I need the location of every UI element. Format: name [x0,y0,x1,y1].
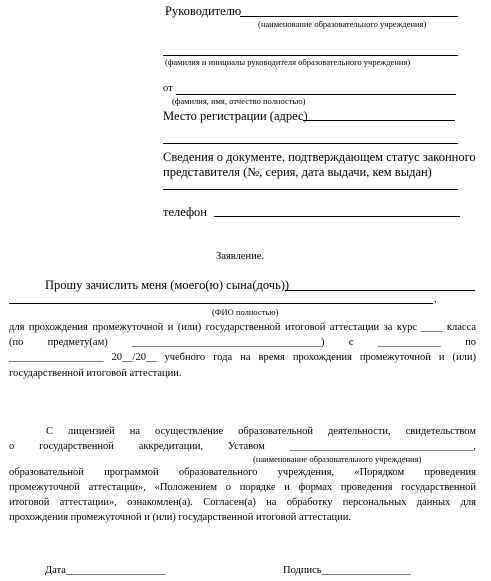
from-label: от [163,83,173,94]
paragraph-2-line-5: итоговой аттестации», ознакомлен(а). Согласен(а) на обработку персональных данных для [9,497,476,508]
recipient-line [240,16,458,17]
date-field: Дата___________________ [45,565,166,576]
paragraph-2-line-4: промежуточной аттестации», «Положением о порядке и формах проведения государственной [9,482,476,493]
institution-hint: (наименование образовательного учреждения) [253,454,422,464]
paragraph-2-line-2: о государственной аккредитации, Уставом ___________________________________, [9,441,476,452]
paragraph-1-line-2: (по предмету(ам) ____________________________________) с ____________ по [9,337,476,348]
request-text: Прошу зачислить меня (моего(ю) сына(дочь)) [45,278,290,292]
document-info-line-1: Сведения о документе, подтверждающем статус законного [163,150,476,164]
document-info-line-3 [163,189,458,190]
address-line-2 [163,143,458,144]
document-info-line-2: представителя (№, серия, дата выдачи, кем выдан) [163,165,432,179]
document-title: Заявление. [216,251,264,262]
paragraph-2-line-3: образовательной программой образовательного учреждения, «Порядком проведения [9,467,476,478]
paragraph-2-line-1: С лицензией на осуществление образовательной деятельности, свидетельством [46,426,476,437]
paragraph-1-line-4: государственной итоговой аттестации. [9,368,182,379]
recipient-hint: (наименование образовательного учреждения) [258,19,427,29]
paragraph-1-line-1: для прохождения промежуточной и (или) государственной итоговой аттестации за курс ____ класса [9,322,476,333]
fio-comma: , [434,294,437,305]
request-line [285,290,475,291]
phone-line [214,216,460,217]
fio-hint: (ФИО полностью) [212,307,279,317]
fio-line [9,303,433,304]
from-line [176,94,456,95]
paragraph-2-line-6: прохождения промежуточной и (или) государственной итоговой аттестации. [9,512,351,523]
address-line [303,120,455,121]
paragraph-1-line-3: __________________ 20__/20__ учебного года на время прохождения промежуточной и (или) [9,352,476,363]
phone-label: телефон [163,205,207,219]
signature-field: Подпись_________________ [283,565,411,576]
recipient-label: Руководителю [165,4,242,18]
address-label: Место регистрации (адрес) [163,109,308,123]
head-name-line [163,55,458,56]
from-hint: (фамилия, имя, отчество полностью) [172,96,306,106]
head-name-hint: (фамилия и инициалы руководителя образовательного учреждения) [165,57,411,67]
